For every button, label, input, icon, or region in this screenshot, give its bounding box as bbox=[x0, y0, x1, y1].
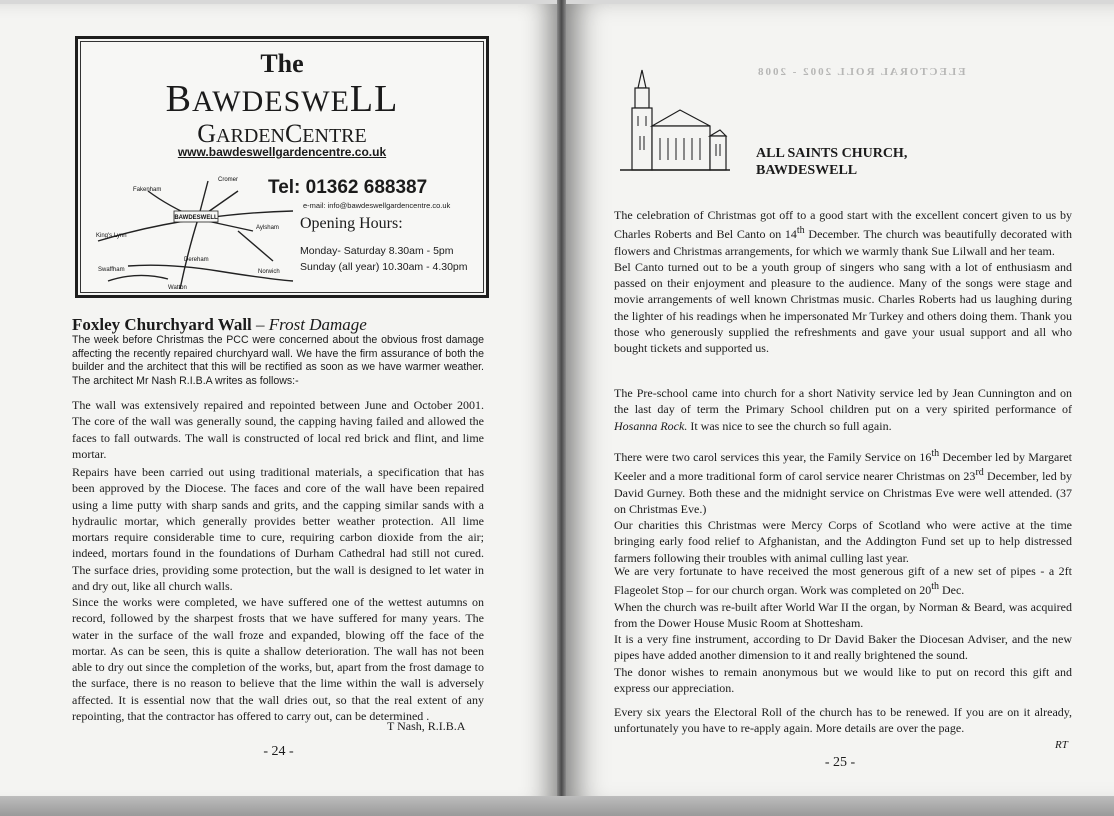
page-number-right: - 25 - bbox=[824, 755, 856, 770]
advert-telephone: Tel: 01362 688387 bbox=[268, 177, 428, 198]
page-bottom-edge bbox=[0, 796, 1114, 816]
article-signature: T Nash, R.I.B.A bbox=[387, 719, 466, 733]
advert-opening-hours-title: Opening Hours: bbox=[300, 215, 403, 232]
article-intro: The week before Christmas the PCC were concerned about the obvious frost damage affecting the recently repaired churchyard wall. We have the firm assurance of both the builder and the architect that this will be rectified as soon as we have warmer weather. The architect Mr Nash R.I.B.A writes as follows:- bbox=[72, 334, 484, 387]
article-paragraph: Since the works were completed, we have suffered one of the wettest autumns on record, followed by the sharpest frosts that we have suffered for many years. The water in the surface of the wall froze and expanded, blowing off the face of the mortar. As can be seen, this is quite a shallow deterioration. The wall has not been able to dry out since the completion of the works, but, apart from the frost damage to the surface, there is no reason to believe that the lime within the wall is adversely affected. It is essential now that the wall dries out, so that the real extent of any repointing, that the contractor has offered to carry out, can be determined . bbox=[72, 595, 484, 724]
map-label: Swaffham bbox=[98, 267, 125, 273]
hours-weekday: Monday- Saturday 8.30am - 5pm bbox=[300, 245, 454, 257]
road-map-icon bbox=[88, 171, 298, 293]
church-news-paragraph: The Pre-school came into church for a short Nativity service led by Jean Cunnington and on the last day of term the Primary School children put on a very spirited performance of Hosanna Rock. It was nice to see the church so full again. bbox=[614, 386, 1072, 433]
map-label: Dereham bbox=[184, 257, 209, 263]
advert-garden-centre: GARDENCENTRE bbox=[197, 119, 367, 148]
church-news-paragraph: Every six years the Electoral Roll of the church has to be renewed. If you are on it already, unfortunately you have to re-apply again. More details are over the page. bbox=[614, 705, 1072, 736]
church-news-paragraph: The celebration of Christmas got off to a good start with the excellent concert given to us by Charles Roberts and Bel Canto on 14th December. The church was beautifully decorated with flowers and Christmas arrangements, for which we warmly thank Sue Lilwall and her team. Bel Canto turned out to be a youth group of singers who sang with a lot of enthusiasm and passed on their enjoyment and pleasure to the audience. Many of the songs were stage and movie arrangements of well known Christmas music. Charles Roberts had us laughing during the lighter of his readings when he impersonated Mr Turkey and others doing them. Thank you those who generously supplied the refreshments and gave your usual support and all who bought tickets and supported us. bbox=[614, 208, 1073, 356]
church-heading: ALL SAINTS CHURCH, BAWDESWELL bbox=[756, 146, 908, 178]
garden-centre-advert bbox=[75, 36, 489, 298]
church-icon bbox=[620, 66, 730, 176]
article-paragraph: Repairs have been carried out using traditional materials, a specification that has been approved by the Diocese. The faces and core of the wall have been repaired using a lime putty with sharp sands and grits, and the capping similar sands with a hydraulic mortar, which generally provides better weather protection. All lime mortars require considerable time to cure, requiring carbon dioxide from the air; indeed, mortars found in the foundations of Durham Cathedral had still not cured. The surface dries, providing some protection, but the wall is designed to let water in and dry out, like all church walls. bbox=[72, 465, 484, 594]
hours-sunday: Sunday (all year) 10.30am - 4.30pm bbox=[300, 261, 468, 273]
advert-the: The bbox=[260, 49, 304, 78]
article-paragraph: The wall was extensively repaired and repointed between June and October 2001. The core of the wall was generally sound, the capping having failed and allowed the faces to fall outwards. The wall is constructed of local red brick and flint, and lime mortar. bbox=[72, 398, 484, 461]
advert-business-name: BAWDESWELL bbox=[165, 78, 399, 120]
church-news-paragraph: We are very fortunate to have received the most generous gift of a new set of pipes - a 2ft Flageolet Stop – for our church organ. Work was completed on 20th Dec. When the church was re-built after World War II the organ, by Norman & Beard, was acquired from the Dower House Music Room at Shottesham. It is a very fine instrument, according to Dr David Baker the Diocesan Adviser, and the new pipes have added another dimension to it and really brightened the sound. The donor wishes to remain anonymous but we would like to put on record this gift and express our appreciation. bbox=[614, 564, 1072, 696]
church-news-paragraph: There were two carol services this year, the Family Service on 16th December led by Margaret Keeler and a more traditional form of carol service nearer Christmas on 23rd December, led by David Gurney. Both these and the midnight service on Christmas Eve were well attended. (37 on Christmas Eve.) Our charities this Christmas were Mercy Corps of Scotland who were active at the time bringing early food relief to Afghanistan, and the Addington Fund set up to help distressed farmers following their troubles with animal culling last year. bbox=[614, 448, 1073, 565]
map-label: Cromer bbox=[218, 177, 239, 183]
advert-opening-hours bbox=[300, 243, 468, 275]
map-label: BAWDESWELL bbox=[174, 215, 218, 221]
map-label: Fakenham bbox=[133, 187, 162, 193]
map-label: King's Lynn bbox=[96, 233, 127, 239]
church-news-signature: RT bbox=[1055, 739, 1068, 751]
page-number-left: - 24 - bbox=[263, 744, 294, 759]
map-label: Norwich bbox=[258, 269, 280, 275]
advert-website-link[interactable]: www.bawdeswellgardencentre.co.uk bbox=[177, 145, 387, 159]
show-through-text: ELECTORAL ROLL 2002 - 2008 bbox=[756, 66, 966, 78]
map-label: Aylsham bbox=[256, 225, 279, 231]
map-label: Watton bbox=[168, 285, 187, 291]
advert-email: e-mail: info@bawdeswellgardencentre.co.uk bbox=[303, 201, 451, 210]
book-gutter bbox=[557, 0, 566, 816]
article-title: Foxley Churchyard Wall – Frost Damage bbox=[72, 315, 367, 334]
